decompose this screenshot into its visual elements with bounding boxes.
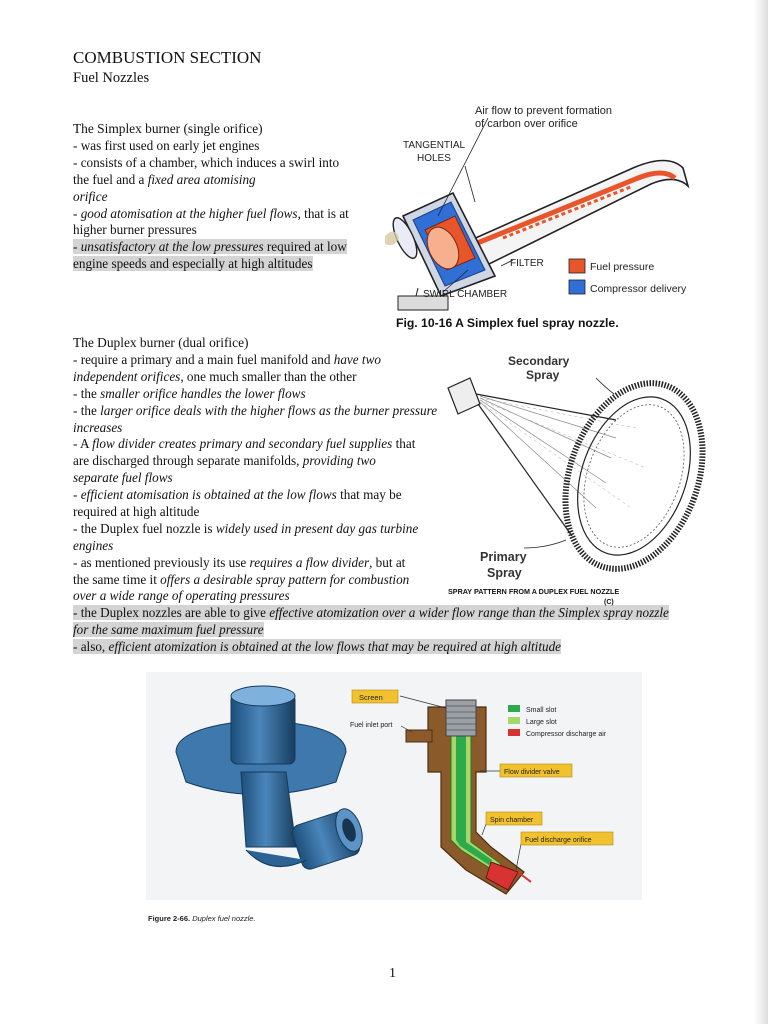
legend-label-small-slot: Small slot [526,707,557,714]
text-run: the same time it [73,571,161,587]
label-filter: FILTER [510,258,544,269]
duplex-figure-caption-prefix: Figure 2-66. [148,914,191,923]
simplex-heading: The Simplex burner (single orifice) [73,121,263,136]
text-run: the fuel and a [73,171,148,187]
text-line [73,138,349,155]
highlighted-text-run: effective atomization over a wider flow range than the Simplex spray nozzle [269,605,669,621]
duplex-heading: The Duplex burner (dual orifice) [73,335,249,350]
text-line [73,256,349,273]
text-line [73,222,349,239]
text-run: larger orifice deals with the higher flows as the burner pressure [100,402,438,418]
spray-figure-caption: SPRAY PATTERN FROM A DUPLEX FUEL NOZZLE [448,587,620,596]
text-run: - A [73,436,93,452]
legend-label-compressor: Compressor delivery [590,283,687,295]
text-line [73,239,349,256]
label-tangential-line1: TANGENTIAL [403,140,466,151]
text-run: - consists of a chamber, which induces a swirl into [73,154,340,170]
text-run: required at high altitude [73,504,200,520]
text-run: that [392,436,416,452]
spray-figure-caption-sub: (C) [604,599,614,606]
text-run: - [73,487,81,503]
label-secondary-line2: Spray [526,368,560,382]
label-flow-divider-valve: Flow divider valve [504,769,560,776]
text-run: widely used in present day gas turbine [215,520,419,536]
highlighted-text-run: required at low [263,239,347,255]
label-airflow-line2: of carbon over orifice [475,118,578,130]
text-run: - good atomisation at the higher fuel flows [73,205,298,221]
highlighted-text-run: - also, [73,639,109,655]
text-line [73,172,349,189]
text-run: , one much smaller than the other [180,368,357,384]
label-swirl-chamber: SWIRL CHAMBER [423,289,508,300]
label-fuel-inlet-port: Fuel inlet port [350,722,393,729]
legend-label-fuel: Fuel pressure [590,261,655,273]
label-spin-chamber: Spin chamber [490,817,534,824]
text-run: , that is at [297,205,349,221]
text-run: are discharged through separate manifolds, [73,453,303,469]
legend-label-large-slot: Large slot [526,719,557,726]
label-secondary-line1: Secondary [508,354,570,368]
duplex-figure-caption-text: Duplex fuel nozzle. [190,914,256,923]
text-line [73,155,349,172]
text-run: - the Duplex fuel nozzle is [73,520,216,536]
duplex-spray-figure [446,348,716,610]
text-run: that may be [336,487,402,503]
text-run: orifice [73,188,108,204]
text-run: engines [73,537,114,553]
text-run: flow divider creates primary and secondary fuel supplies [92,436,393,452]
duplex-nozzle-figure [146,672,642,930]
text-run: have two [333,352,381,367]
label-tangential-line2: HOLES [417,153,451,164]
highlighted-text-run: - unsatisfactory at the low pressures [73,239,264,255]
simplex-text [73,138,349,273]
highlighted-text-run: efficient atomization is obtained at the low flows that may be required at high altitude [108,639,562,655]
text-line [73,189,349,206]
simplex-figure-caption: Fig. 10-16 A Simplex fuel spray nozzle. [396,316,619,330]
text-run: higher burner pressures [73,222,197,238]
page-edge-shadow [754,0,768,1024]
text-run: separate fuel flows [73,470,173,486]
label-screen: Screen [359,693,383,702]
text-run: fixed area atomising [147,171,256,187]
duplex-figure-caption [148,914,256,923]
legend-swatch-large-slot [508,717,520,724]
text-run: - was first used on early jet engines [73,138,260,153]
section-title: COMBUSTION SECTION [73,48,262,67]
legend-label-compressor-air: Compressor discharge air [526,731,607,738]
text-run: - the [73,402,101,418]
text-run: increases [73,419,123,435]
text-run: smaller orifice handles the lower flows [100,385,306,401]
text-run: , but at [369,554,406,570]
text-run: providing two [302,453,376,469]
legend-swatch-fuel [569,259,585,273]
page-number: 1 [389,966,396,981]
section-subtitle: Fuel Nozzles [73,70,150,86]
text-run: requires a flow divider [249,554,370,570]
text-run: over a wide range of operating pressures [73,588,290,604]
label-airflow-line1: Air flow to prevent formation [475,105,612,117]
label-fuel-discharge-orifice: Fuel discharge orifice [525,837,592,844]
text-line [73,622,669,639]
text-line [73,639,669,656]
highlighted-text-run: - the Duplex nozzles are able to give [73,605,270,621]
highlighted-text-run: for the same maximum fuel pressure [73,622,264,638]
legend-swatch-compressor [569,280,585,294]
legend-swatch-small-slot [508,705,520,712]
text-run: efficient atomisation is obtained at the low flows [80,487,337,503]
highlighted-text-run: engine speeds and especially at high altitudes [73,256,313,272]
text-run: - require a primary and a main fuel manifold and [73,352,334,367]
text-run: - the [73,385,101,401]
text-run: offers a desirable spray pattern for combustion [160,571,410,587]
legend-swatch-compressor-air [508,729,520,736]
text-run: independent orifices [73,368,181,384]
label-primary-line1: Primary [480,550,527,564]
label-primary-line2: Spray [487,566,522,580]
text-line [73,206,349,223]
text-run: - as mentioned previously its use [73,554,250,570]
simplex-nozzle-figure [383,98,713,334]
